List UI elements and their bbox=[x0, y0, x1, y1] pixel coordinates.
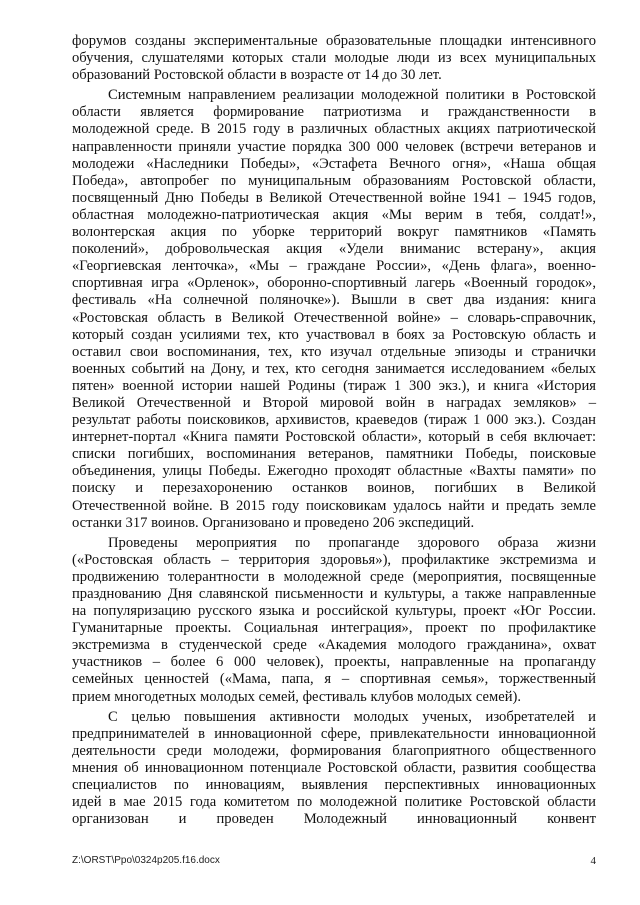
page-number: 4 bbox=[590, 855, 596, 867]
paragraph-2-line: Системным направлением реализации молодежной политики в Ростовской bbox=[108, 87, 596, 104]
paragraph-4-line: деятельности среди молодежи, формирования благоприятного общественного bbox=[72, 742, 596, 759]
paragraph-4-line: мнения об инновационном потенциале Ростовской области, развития сообщества bbox=[72, 759, 596, 776]
paragraph-2-line: который создан усилиями тех, кто участвовал в боях за Ростовскую область и bbox=[72, 326, 596, 343]
paragraph-3-line: участников – более 6 000 человек), проекты, направленные на пропаганду bbox=[72, 654, 596, 671]
paragraph-2-line: поиску и перезахоронению останков воинов, погибших в Великой bbox=[72, 480, 596, 497]
paragraph-2-line: военных событий на Дону, и тех, кто сегодня занимается исследованием «белых bbox=[72, 360, 596, 377]
paragraph-2-line: пятен» военной истории нашей Родины (тираж 1 300 экз.), и книга «История bbox=[72, 377, 596, 394]
paragraph-3-line: («Ростовская область – территория здоровья»), профилактике экстремизма и bbox=[72, 551, 596, 568]
paragraph-2-line: областная молодежно-патриотическая акция «Мы верим в тебя, солдат!», bbox=[72, 206, 596, 223]
paragraph-3-line: на популяризацию русского языка и российской культуры, проект «Юг России. bbox=[72, 603, 596, 620]
paragraph-3-line: празднованию Дня славянской письменности и культуры, а также направленные bbox=[72, 586, 596, 602]
paragraph-2-line: поколений», добровольческая акция «Удели вниманис встерану», акция bbox=[72, 241, 596, 258]
paragraph-3-line: продвижению толерантности в молодежной среде (мероприятия, посвященные bbox=[72, 568, 596, 585]
document-body bbox=[72, 33, 596, 828]
paragraph-2-line: результат работы поисковиков, архивистов, краеведов (тираж 1 000 экз.). Создан bbox=[72, 412, 596, 429]
paragraph-2-line: молодежной среде. В 2015 году в различных областных акциях патриотической bbox=[72, 121, 596, 138]
paragraph-4-line: предпринимателей в инновационной сфере, привлекательности инновационной bbox=[72, 725, 596, 742]
paragraph-2-line: волонтерская акция по уборке территорий вокруг памятников «Память bbox=[72, 224, 596, 241]
paragraph-4-line: организован и проведен Молодежный инновационный конвент bbox=[72, 811, 596, 828]
paragraph-1-line: форумов созданы экспериментальные образовательные площадки интенсивного bbox=[72, 33, 596, 49]
paragraph-4-line: идей в мае 2015 года комитетом по молодежной политике Ростовской области bbox=[72, 794, 596, 811]
paragraph-3-line: семейных ценностей («Мама, папа, я – спортивная семья», торжественный bbox=[72, 671, 596, 688]
paragraph-2-line: оставил свои воспоминания, тех, кто изучал отдельные эпизоды и странички bbox=[72, 343, 596, 360]
page-footer bbox=[72, 855, 596, 869]
paragraph-1-line: образований Ростовской области в возрасте от 14 до 30 лет. bbox=[72, 67, 442, 84]
paragraph-2-line: «Ростовская область в Великой Отечественной войне» – словарь-справочник, bbox=[72, 309, 596, 326]
paragraph-2-line: списки погибших, воспоминания ветеранов, памятники Победы, поисковые bbox=[72, 446, 596, 463]
paragraph-2-line: фестиваль «На солнечной полянoчке»). Вышли в свет два издания: книга bbox=[72, 292, 596, 309]
paragraph-2-line: Великой Отечественной и Второй мировой войн в наградах земляков» – bbox=[72, 394, 596, 411]
paragraph-4-line: С целью повышения активности молодых ученых, изобретателей и bbox=[108, 708, 596, 725]
paragraph-2-line: посвященный Дню Победы в Великой Отечественной войне 1941 – 1945 годов, bbox=[72, 189, 596, 206]
paragraph-2-line: останки 317 воинов. Организовано и проведено 206 экспедиций. bbox=[72, 514, 475, 531]
paragraph-2-line: Победа», автопробег по муниципальным образованиям Ростовской области, bbox=[72, 172, 596, 189]
paragraph-2-line: области является формирование патриотизма и гражданственности в bbox=[72, 104, 596, 121]
paragraph-3-line: Гуманитарные проекты. Социальная интеграция», проект по профилактике bbox=[72, 620, 596, 637]
paragraph-3-line: прием многодетных молодых семей, фестиваль клубов молодых семей). bbox=[72, 688, 522, 705]
paragraph-2-line: «Георгиевская ленточка», «Мы – граждане России», «День флага», военно- bbox=[72, 258, 596, 275]
footer-file-path: Z:\ORST\Ppo\0324p205.f16.docx bbox=[72, 855, 220, 866]
paragraph-2-line: спортивная игра «Орленок», оборонно-спортивный лагерь «Военный городок», bbox=[72, 275, 596, 292]
paragraph-3-line: Проведены мероприятия по пропаганде здорового образа жизни bbox=[108, 534, 596, 551]
paragraph-2-line: Отечественной войне. В 2015 году поисковикам удалось найти и предать земле bbox=[72, 497, 596, 514]
paragraph-1-line: обучения, слушателями которых стали молодые люди из всех муниципальных bbox=[72, 50, 596, 67]
paragraph-3-line: экстремизма в студенческой среде «Академия молодого гражданина», охват bbox=[72, 637, 596, 654]
paragraph-2-line: молодежи «Наследники Победы», «Эстафета Вечного огня», «Наша общая bbox=[72, 155, 596, 172]
paragraph-2-line: интернет-портал «Книга памяти Ростовской области», который в себя включает: bbox=[72, 429, 596, 446]
paragraph-2-line: объединения, улицы Победы. Ежегодно проходят областные «Вахты памяти» по bbox=[72, 463, 596, 480]
paragraph-2-line: направленности приняли участие порядка 300 000 человек (встречи ветеранов и bbox=[72, 138, 596, 155]
paragraph-4-line: специалистов по инновациям, выявления перспективных инновационных bbox=[72, 777, 596, 794]
